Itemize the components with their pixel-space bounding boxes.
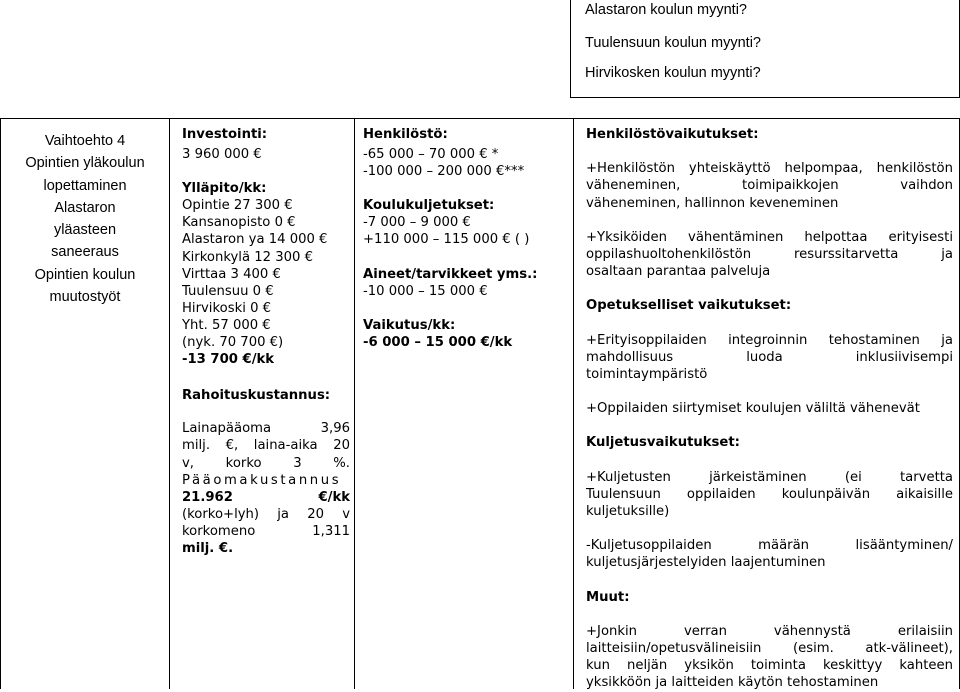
option-title-line: yläasteen <box>53 222 117 239</box>
top-line-alastaro: Alastaron koulun myynti? <box>585 2 747 18</box>
financing-interest-total: milj. €. <box>182 540 234 556</box>
other-effects-line: +Jonkin verran vähennystä erilaisiin <box>586 623 953 639</box>
staff-effects-line: oppilashuoltohenkilöstön resurssitarvetta ja <box>586 247 953 263</box>
impact-heading: Vaikutus/kk: <box>363 317 456 333</box>
other-effects-line: yksikköön ja laitteiden käytön tehostaminen <box>586 675 879 691</box>
maintenance-line: Tuulensuu 0 € <box>182 283 274 299</box>
maintenance-line: Yht. 57 000 € <box>182 317 271 333</box>
staff-line: -100 000 – 200 000 €*** <box>363 164 525 180</box>
option-title-line: Vaihtoehto 4 <box>44 133 126 149</box>
other-effects-line: kun neljän yksikön toiminta keskittyy kahteen <box>586 658 953 674</box>
top-line-tuulensuu: Tuulensuun koulun myynti? <box>585 35 761 51</box>
top-line-hirvikoski: Hirvikosken koulun myynti? <box>585 65 761 81</box>
maintenance-total: -13 700 €/kk <box>182 352 275 368</box>
staff-effects-line: +Henkilöstön yhteiskäyttö helpompaa, henkilöstön <box>586 161 953 177</box>
teaching-effects-line: mahdollisuus luoda inklusiivisempi <box>586 349 953 365</box>
maintenance-line: Alastaron ya 14 000 € <box>182 232 328 248</box>
transport-effects-line: kuljetuksille) <box>586 504 670 520</box>
effects-cell <box>586 126 953 692</box>
financing-line: milj. €, laina-aika 20 <box>182 438 350 454</box>
materials-heading: Aineet/tarvikkeet yms.: <box>363 266 538 282</box>
financing-line: (korko+lyh) ja 20 v <box>182 506 350 522</box>
column-divider <box>354 119 355 689</box>
transport-line: -7 000 – 9 000 € <box>363 215 471 231</box>
financing-monthly-cost: 21.962 €/kk <box>182 489 350 505</box>
transport-effects-line: -Kuljetusoppilaiden määrän lisääntyminen/ <box>586 538 953 554</box>
staff-effects-line: väheneminen, hallinnon keveneminen <box>586 195 839 211</box>
teaching-effects-line: +Erityisoppilaiden integroinnin tehostaminen ja <box>586 332 953 348</box>
staff-effects-heading: Henkilöstövaikutukset: <box>586 127 759 142</box>
option-title-line: saneeraus <box>51 244 119 261</box>
staff-effects-line: osaltaan parantaa palveluja <box>586 264 771 280</box>
staff-effects-line: +Yksiköiden vähentäminen helpottaa erityisesti <box>586 229 953 245</box>
financing-line: v, korko 3 %. <box>182 455 350 471</box>
materials-line: -10 000 – 15 000 € <box>363 283 488 299</box>
staff-heading: Henkilöstö: <box>363 127 448 142</box>
column-divider <box>573 119 574 689</box>
transport-line: +110 000 – 115 000 € ( ) <box>363 232 530 248</box>
option-title-line: Opintien yläkoulun <box>25 155 145 172</box>
maintenance-line: Hirvikoski 0 € <box>182 300 272 316</box>
maintenance-line: Virttaa 3 400 € <box>182 266 281 282</box>
investment-value: 3 960 000 € <box>182 147 262 163</box>
option-title-line: Alastaron <box>54 199 116 216</box>
maintenance-line: Kansanopisto 0 € <box>182 215 296 231</box>
costs-cell <box>182 126 350 557</box>
option-title-line: lopettaminen <box>43 177 127 194</box>
transport-effects-line: kuljetusjärjestelyiden laajentuminen <box>586 555 826 571</box>
financing-heading: Rahoituskustannus: <box>182 388 331 404</box>
top-table-cell <box>570 0 960 98</box>
option-title-line: Opintien koulun <box>34 266 136 283</box>
teaching-effects-heading: Opetukselliset vaikutukset: <box>586 298 792 314</box>
financing-line: korkomeno 1,311 <box>182 523 350 539</box>
option-title-line: muutostyöt <box>49 289 121 306</box>
other-effects-line: laitteisiin/opetusvälineisiin (esim. atk-välineet), <box>586 641 953 657</box>
teaching-effects-line: toimintaympäristö <box>586 367 708 383</box>
savings-cell <box>363 126 573 351</box>
impact-value: -6 000 – 15 000 €/kk <box>363 334 513 350</box>
investment-heading: Investointi: <box>182 127 268 142</box>
maintenance-line: Kirkonkylä 12 300 € <box>182 249 313 265</box>
main-table <box>0 118 960 689</box>
teaching-effects-line: +Oppilaiden siirtymiset koulujen väliltä vähenevät <box>586 401 920 417</box>
other-effects-heading: Muut: <box>586 589 630 605</box>
transport-effects-line: Tuulensuun oppilaiden koulunpäivän aikaisille <box>586 486 953 502</box>
transport-heading: Koulukuljetukset: <box>363 198 495 214</box>
maintenance-line: Opintie 27 300 € <box>182 198 293 214</box>
column-divider <box>169 119 170 689</box>
staff-effects-line: väheneminen, toimipaikkojen vaihdon <box>586 178 953 194</box>
maintenance-line: (nyk. 70 700 €) <box>182 335 284 351</box>
financing-line: Lainapääoma 3,96 <box>182 421 350 437</box>
staff-line: -65 000 – 70 000 € * <box>363 147 499 163</box>
transport-effects-line: +Kuljetusten järkeistäminen (ei tarvetta <box>586 469 953 485</box>
option-title-cell <box>10 130 160 308</box>
transport-effects-heading: Kuljetusvaikutukset: <box>586 435 740 451</box>
maintenance-heading: Ylläpito/kk: <box>182 181 267 197</box>
financing-line: Pääomakustannus <box>182 472 342 488</box>
